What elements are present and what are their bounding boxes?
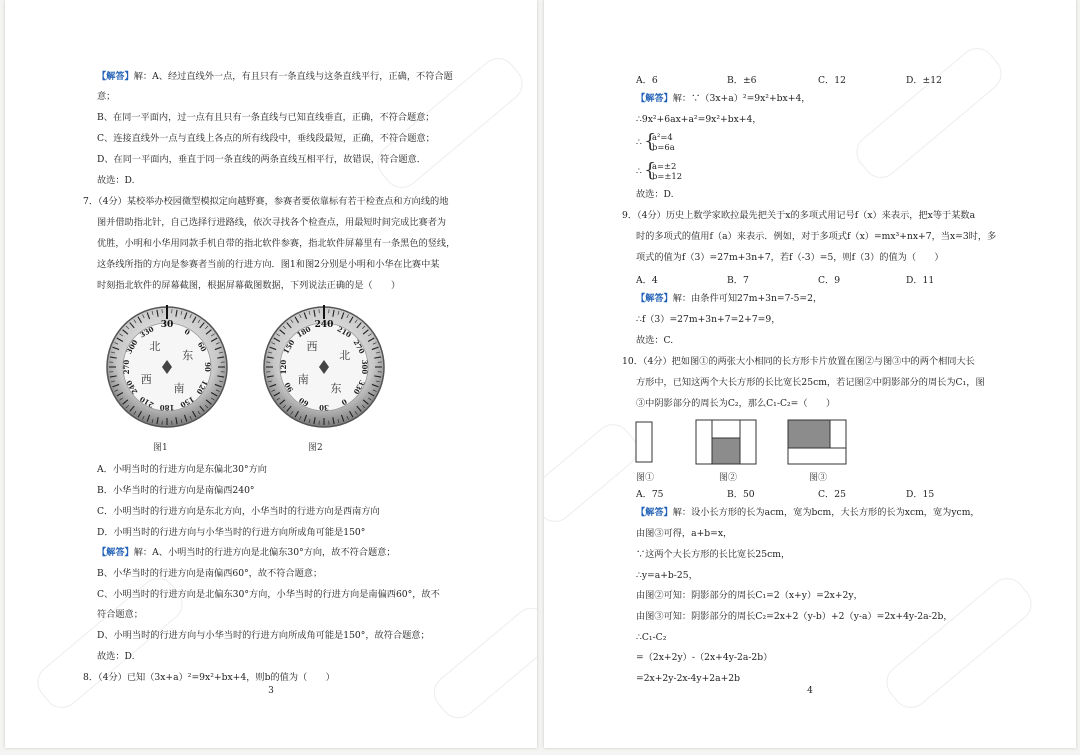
q10-answer-line: ∴y=a+b-25， — [636, 570, 698, 581]
compass-ring-number: 0 — [182, 326, 192, 338]
compass-ring-number: 120 — [194, 378, 210, 396]
figure-caption-3: 图③ — [809, 473, 828, 483]
compass-figure-2 — [252, 305, 397, 430]
q7-answer-line: C、小明当时的行进方向是北偏东30°方向，小华当时的行进方向是南偏西60°，故不 — [97, 589, 440, 600]
q9-option: B．7 — [727, 275, 749, 286]
compass-direction-label: 西 — [140, 373, 152, 386]
watermark — [544, 417, 645, 529]
q7-answer-line: 【解答】解：A、小明当时的行进方向是北偏东30°方向，故不符合题意； — [97, 547, 396, 558]
q9-option: A．4 — [636, 275, 658, 286]
q9-answer-line: 故选：C. — [636, 335, 674, 346]
q7-option: D．小明当时的行进方向与小华当时的行进方向所成角可能是150° — [97, 527, 366, 538]
compass-ring-number: 30 — [319, 403, 329, 412]
q9-option: C．9 — [818, 275, 841, 286]
q7-option: C．小明当时的行进方向是东北方向，小华当时的行进方向是西南方向 — [97, 506, 380, 517]
compass-ring-number: 210 — [138, 394, 156, 410]
compass-ring-number: 330 — [138, 324, 156, 340]
watermark — [849, 41, 1009, 186]
q8-option: D．±12 — [906, 75, 942, 86]
q7-option: A．小明当时的行进方向是东偏北30°方向 — [97, 464, 267, 475]
equation-system-1: a²=4 b=6a — [652, 132, 675, 152]
compass-ring-number: 210 — [335, 324, 353, 340]
q7-answer-line: B、小华当时的行进方向是南偏西60°，故不符合题意； — [97, 568, 323, 579]
q7-stem-line: 优胜，小明和小华用同款手机自带的指北软件参赛，指北软件屏幕里有一条黑色的竖线， — [97, 238, 456, 249]
q7-stem-line: 7．（4分）某校举办校园微型模拟定向越野赛，参赛者要依靠标有若干检查点和方向线的地 — [83, 196, 449, 207]
q6-answer-line: D、在同一平面内，垂直于同一条直线的两条直线互相平行，故错误，符合题意． — [97, 154, 426, 165]
q9-answer-line: 【解答】解：由条件可知27m+3n=7-5=2， — [636, 293, 823, 304]
compass-direction-label: 北 — [339, 349, 351, 362]
compass-figure-1 — [95, 305, 240, 430]
compass-ring-number: 90 — [203, 362, 212, 372]
q10-stem-line: ③中阴影部分的周长为C₂，那么C₁-C₂=（ ） — [636, 398, 836, 409]
figure-1-caption: 图1 — [153, 443, 168, 453]
therefore-symbol: ∴ — [636, 137, 642, 148]
compass-ring-number: 60 — [297, 395, 311, 409]
compass-ring-number: 60 — [195, 340, 209, 354]
compass-direction-label: 南 — [173, 381, 185, 395]
q10-answer-line: ∴C₁-C₂ — [636, 632, 667, 643]
q10-answer-line: =（2x+2y）-（2x+4y-2a-2b） — [636, 652, 773, 663]
q10-answer-line: ∵这两个大长方形的长比宽长25cm， — [636, 549, 791, 560]
compass-ring-number: 120 — [279, 359, 288, 375]
figure-3-card — [788, 448, 846, 464]
q10-answer-line: 由图③可得，a+b=x， — [636, 528, 733, 539]
page-number: 4 — [807, 686, 813, 696]
page-number: 3 — [268, 686, 274, 696]
document-page-4 — [544, 0, 1076, 748]
compass-direction-label: 东 — [182, 349, 194, 362]
therefore-symbol: ∴ — [636, 166, 642, 177]
q9-stem-line: 项式的值为f（3）=27m+3n+7，若f（-3）=5，则f（3）的值为（ ） — [636, 252, 944, 263]
q6-answer-line: C、连接直线外一点与直线上各点的所有线段中，垂线段最短，正确，不符合题意； — [97, 133, 435, 144]
q8-option: B．±6 — [727, 75, 757, 86]
q8-answer-line: 【解答】解：∵（3x+a）²=9x²+bx+4， — [636, 93, 811, 104]
q8-option: C．12 — [818, 75, 846, 86]
q6-answer-line: 意； — [97, 91, 116, 102]
rectangle-figures — [634, 418, 864, 470]
q10-answer-line: 由图②可知：阴影部分的周长C₁=2（x+y）=2x+2y， — [636, 590, 863, 601]
compass-ring-number: 90 — [282, 380, 296, 394]
q9-stem-line: 时的多项式的值用f（a）来表示．例如，对于多项式f（x）=mx³+nx+7，当x=3时，多 — [636, 231, 997, 242]
compass-direction-label: 东 — [330, 381, 342, 395]
q9-answer-line: ∴f（3）=27m+3n+7=2+7=9， — [636, 314, 781, 325]
q9-stem-line: 9．（4分）历史上数学家欧拉最先把关于x的多项式用记号f（x）来表示，把x等于某数a — [622, 210, 976, 221]
q10-answer-line: 【解答】解：设小长方形的长为acm，宽为bcm，大长方形的长为xcm，宽为ycm， — [636, 507, 980, 518]
figure-3 — [788, 420, 846, 464]
compass-ring-number: 270 — [351, 338, 367, 356]
compass-ring-number: 180 — [159, 403, 175, 412]
figure-2-card — [696, 420, 712, 464]
compass-ring-number: 300 — [360, 359, 369, 375]
q8-choose: 故选：D. — [636, 189, 674, 200]
q10-option: A．75 — [636, 489, 664, 500]
figure-2-card — [740, 420, 756, 464]
q6-answer-line: 【解答】解：A、经过直线外一点，有且只有一条直线与这条直线平行，正确，不符合题 — [97, 71, 453, 82]
q7-stem-line: 时刻指北软件的屏幕截图，根据屏幕截图数据，下列说法正确的是（ ） — [97, 280, 401, 291]
q7-answer-line: 故选：D. — [97, 651, 135, 662]
figure-1-card — [636, 422, 652, 462]
q7-option: B．小华当时的行进方向是南偏西240° — [97, 485, 255, 496]
watermark — [427, 600, 537, 725]
compass-ring-number: 150 — [281, 338, 297, 356]
compass-top-number: 240 — [314, 320, 334, 330]
q7-stem-line: 图并借助指北针，自己选择行进路线，依次寻找各个检查点，用最短时间完成比赛者为 — [97, 217, 447, 228]
q10-answer-line: =2x+2y-2x-4y+2a+2b — [636, 673, 741, 684]
figure-caption-1: 图① — [636, 473, 655, 483]
figure-3-card — [830, 420, 846, 448]
compass-ring-number: 180 — [295, 324, 313, 340]
document-page-3 — [5, 0, 537, 748]
q10-stem-line: 方形中，已知这两个大长方形的长比宽长25cm，若记图②中阴影部分的周长为C₁，图 — [636, 377, 985, 388]
brace-icon: { — [644, 159, 657, 181]
q9-option: D．11 — [906, 275, 935, 286]
q6-answer-line: 故选：D. — [97, 175, 135, 186]
q6-answer-line: B、在同一平面内，过一点有且只有一条直线与已知直线垂直，正确，不符合题意； — [97, 112, 435, 123]
compass-top-number: 30 — [160, 320, 174, 330]
q10-stem-line: 10．（4分）把如图①的两张大小相同的长方形卡片放置在图②与图③中的两个相同大长 — [622, 356, 975, 367]
figure-caption-2: 图② — [719, 473, 738, 483]
q7-stem-line: 这条线所指的方向是参赛者当前的行进方向．图1和图2分别是小明和小华在比赛中某 — [97, 259, 440, 270]
compass-ring-number: 0 — [339, 396, 349, 408]
q10-option: B．50 — [727, 489, 755, 500]
q8-option: A．6 — [636, 75, 658, 86]
q7-answer-line: 符合题意； — [97, 609, 143, 620]
compass-direction-label: 北 — [149, 340, 161, 354]
compass-ring-number: 300 — [124, 338, 140, 356]
figure-2-gap — [712, 420, 740, 438]
q8-stem: 8．（4分）已知（3x+a）²=9x²+bx+4，则b的值为（ ） — [83, 672, 335, 683]
q10-option: D．15 — [906, 489, 935, 500]
q7-answer-line: D、小明当时的行进方向与小华当时的行进方向所成角可能是150°，故符合题意； — [97, 630, 430, 641]
figure-2 — [696, 420, 756, 464]
equation-system-2: a=±2 b=±12 — [652, 161, 683, 181]
compass-ring-number: 150 — [178, 394, 196, 410]
q8-answer-line: ∴9x²+6ax+a²=9x²+bx+4， — [636, 114, 762, 125]
compass-ring-number: 240 — [124, 378, 140, 396]
figure-2-caption: 图2 — [308, 443, 323, 453]
q10-option: C．25 — [818, 489, 846, 500]
compass-ring-number: 330 — [351, 378, 367, 396]
brace-icon: { — [644, 130, 657, 152]
compass-direction-label: 西 — [306, 340, 318, 354]
compass-ring-number: 270 — [122, 359, 131, 375]
compass-direction-label: 南 — [297, 373, 309, 386]
q10-answer-line: 由图③可知：阴影部分的周长C₂=2x+2（y-b）+2（y-a）=2x+4y-2a-2b， — [636, 611, 953, 622]
